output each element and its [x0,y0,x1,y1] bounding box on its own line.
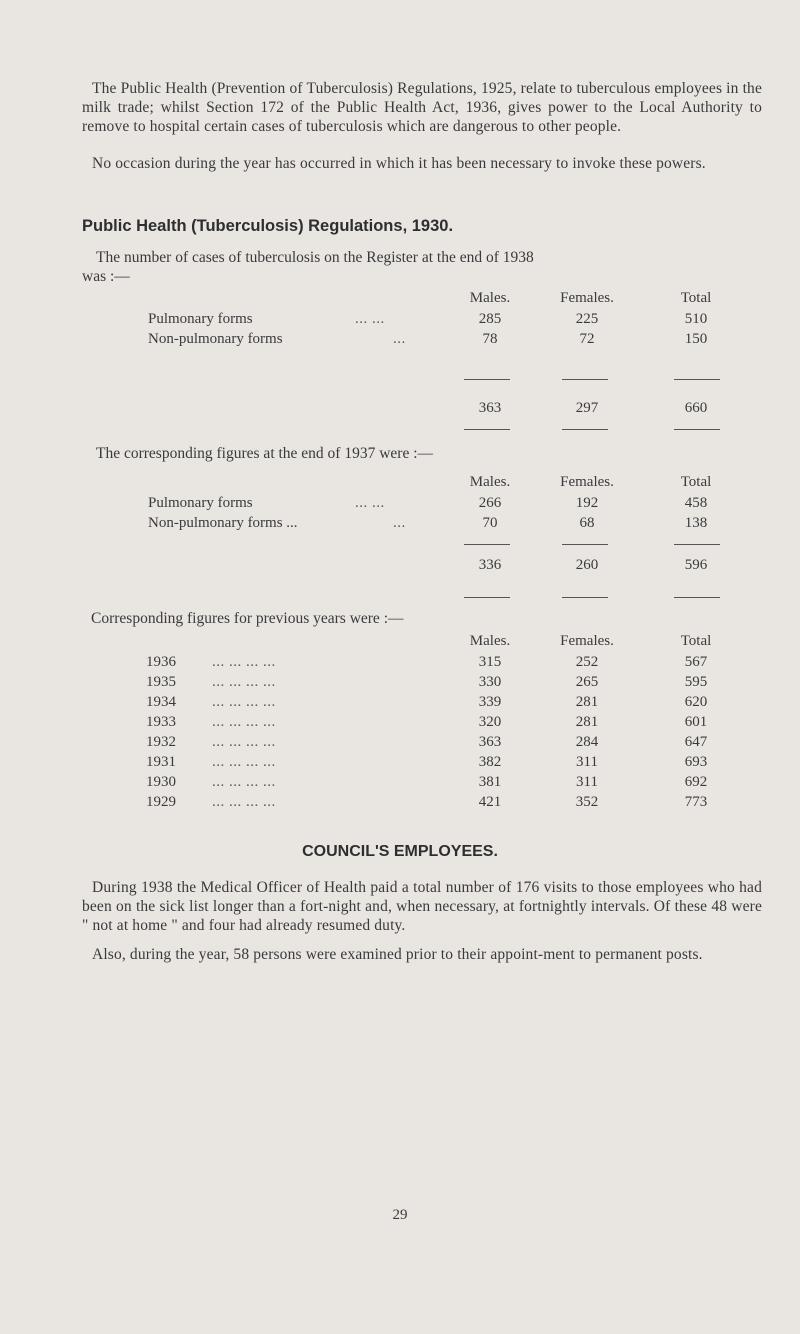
intro-paragraph-2: No occasion during the year has occurred in which it has been necessary to invoke these powers. [92,155,706,172]
females-value: 265 [575,674,599,690]
table-row [0,734,800,754]
table-row [0,311,800,331]
males-value: 78 [482,331,498,347]
rule-line [464,544,510,545]
females-value: 281 [575,694,599,710]
table-totals-row [0,400,800,420]
rule-line [562,379,608,380]
council-employees-heading: COUNCIL'S EMPLOYEES. [302,843,498,860]
rule-line [464,597,510,598]
table-1937-intro: The corresponding figures at the end of 1937 were :— [96,445,434,462]
col-males-header: Males. [469,290,511,306]
total-value: 773 [684,794,708,810]
leader-dots: ... ... ... ... [212,754,276,770]
table-row [0,774,800,794]
total-value: 567 [684,654,708,670]
section-heading: Public Health (Tuberculosis) Regulations, 1930. [82,217,454,235]
rule-line [464,379,510,380]
total-value: 150 [684,331,708,347]
total-value: 601 [684,714,708,730]
table-row [0,674,800,694]
total-value: 138 [684,515,708,531]
leader-dots: ... ... ... ... [212,674,276,690]
leader-dots: ... ... [355,495,385,511]
total-value: 510 [684,311,708,327]
males-value: 266 [478,495,502,511]
total-value: 692 [684,774,708,790]
table-row [0,794,800,814]
table-1938-header [0,290,800,310]
females-value: 311 [576,774,598,790]
leader-dots: ... ... [355,311,385,327]
col-males-header: Males. [469,474,511,490]
total-value: 620 [684,694,708,710]
females-total: 297 [575,400,599,416]
males-total: 363 [478,400,502,416]
rule-line [674,544,720,545]
leader-dots: ... ... ... ... [212,794,276,810]
table-row [0,654,800,674]
year-label: 1932 [146,734,176,750]
males-value: 315 [478,654,502,670]
rule-line [464,429,510,430]
leader-dots: ... ... ... ... [212,774,276,790]
row-label: Non-pulmonary forms [148,331,283,347]
table-totals-row [0,557,800,577]
rule-line [562,544,608,545]
total-value: 595 [684,674,708,690]
row-label: Pulmonary forms [148,311,253,327]
year-label: 1933 [146,714,176,730]
males-value: 285 [478,311,502,327]
total-value: 647 [684,734,708,750]
rule-line [674,379,720,380]
males-value: 381 [478,774,502,790]
males-value: 320 [478,714,502,730]
leader-dots: ... ... ... ... [212,734,276,750]
col-total-header: Total [680,474,712,490]
year-label: 1934 [146,694,176,710]
females-value: 68 [579,515,595,531]
males-value: 339 [478,694,502,710]
table-1937-header [0,474,800,494]
females-value: 352 [575,794,599,810]
males-value: 70 [482,515,498,531]
females-value: 311 [576,754,598,770]
leader-dots: ... [393,515,406,531]
leader-dots: ... ... ... ... [212,694,276,710]
rule-line [674,597,720,598]
council-paragraph-1: During 1938 the Medical Officer of Health paid a total number of 176 visits to those employees who had been on the sick list longer than a fort-night and, when necessary, at fortnightly intervals. Of these 48 were " not at home " and four had already resumed duty. [82,879,762,934]
table-row [0,714,800,734]
year-label: 1930 [146,774,176,790]
col-males-header: Males. [469,633,511,649]
year-label: 1936 [146,654,176,670]
total-value: 693 [684,754,708,770]
total-value: 458 [684,495,708,511]
table-row [0,495,800,515]
females-total: 260 [575,557,599,573]
page-number: 29 [392,1207,408,1223]
females-value: 284 [575,734,599,750]
intro-paragraph-1: The Public Health (Prevention of Tuberculosis) Regulations, 1925, relate to tuberculous employees in the milk trade; whilst Section 172 of the Public Health Act, 1936, gives power to the Local Authority to remove to hospital certain cases of tuberculosis which are dangerous to other people. [82,80,762,135]
males-value: 330 [478,674,502,690]
females-value: 281 [575,714,599,730]
col-females-header: Females. [560,290,614,306]
males-value: 363 [478,734,502,750]
females-value: 225 [575,311,599,327]
year-label: 1931 [146,754,176,770]
col-females-header: Females. [560,633,614,649]
table-row [0,694,800,714]
females-value: 252 [575,654,599,670]
females-value: 192 [575,495,599,511]
table-1938-intro-line2: was :— [82,268,130,285]
males-total: 336 [478,557,502,573]
rule-line [674,429,720,430]
table-1938-intro-line1: The number of cases of tuberculosis on the Register at the end of 1938 [96,249,534,266]
rule-line [562,429,608,430]
previous-years-header [0,633,800,653]
table-row [0,515,800,535]
grand-total: 596 [684,557,708,573]
row-label: Non-pulmonary forms ... [148,515,298,531]
row-label: Pulmonary forms [148,495,253,511]
col-females-header: Females. [560,474,614,490]
year-label: 1929 [146,794,176,810]
col-total-header: Total [680,633,712,649]
year-label: 1935 [146,674,176,690]
leader-dots: ... ... ... ... [212,654,276,670]
table-row [0,754,800,774]
males-value: 382 [478,754,502,770]
leader-dots: ... [393,331,406,347]
rule-line [562,597,608,598]
col-total-header: Total [680,290,712,306]
males-value: 421 [478,794,502,810]
council-paragraph-2: Also, during the year, 58 persons were examined prior to their appoint-ment to permanent posts. [92,946,703,963]
leader-dots: ... ... ... ... [212,714,276,730]
previous-years-intro: Corresponding figures for previous years were :— [91,610,404,627]
table-row [0,331,800,351]
grand-total: 660 [684,400,708,416]
females-value: 72 [579,331,595,347]
